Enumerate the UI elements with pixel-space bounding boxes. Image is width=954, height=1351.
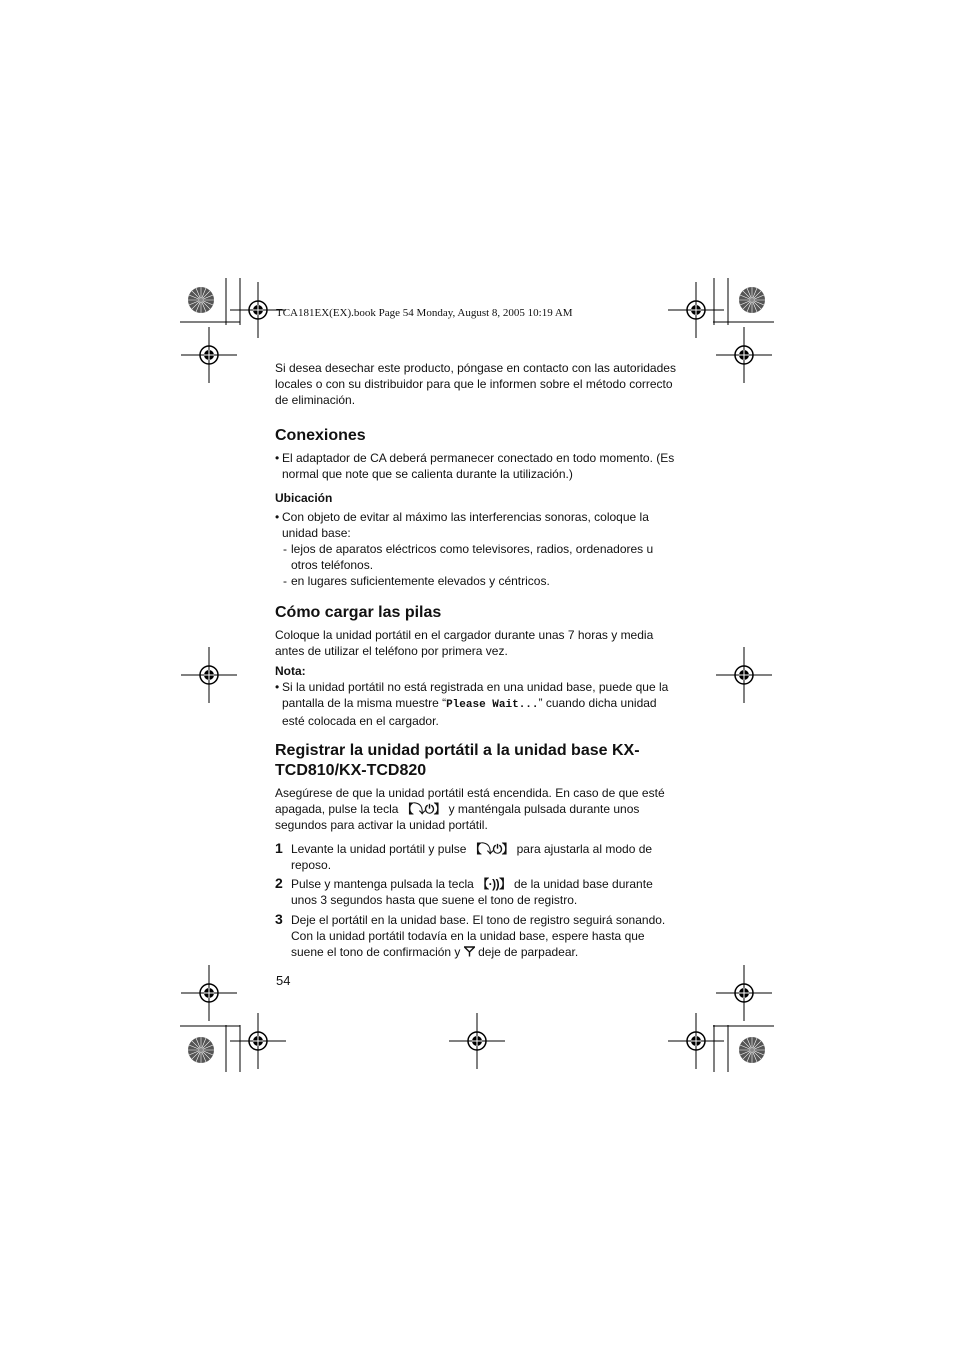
charging-paragraph: Coloque la unidad portátil en el cargador durante unas 7 horas y media antes de utilizar el teléfono por primera vez. (275, 628, 654, 658)
subsection-title-ubicacion: Ubicación (275, 491, 333, 505)
page-number: 54 (276, 973, 291, 988)
nota-text-before: Si la unidad portátil no está registrada en una unidad base, puede que la pantalla de la misma muestre “ (282, 680, 669, 710)
power-key-icon: 【⤵⏻】 (401, 802, 446, 816)
locator-key-icon: 【·))】 (477, 877, 511, 891)
display-message: Please Wait... (446, 699, 539, 711)
list-item: • Con objeto de evitar al máximo las interferencias sonoras, coloque la unidad base: (275, 509, 680, 541)
step-text-after: deje de parpadear. (474, 945, 579, 959)
step-text-before: Pulse y mantenga pulsada la tecla (291, 877, 478, 891)
step-number: 2 (275, 875, 283, 891)
step-text-before: Levante la unidad portátil y pulse (291, 842, 470, 856)
page-content (275, 360, 680, 960)
nota-text-after: ” cuando dicha unidad esté colocada en el cargador. (282, 696, 657, 728)
list-item: - lejos de aparatos eléctricos como televisores, radios, ordenadores u otros teléfonos. (275, 541, 680, 573)
list-item: - en lugares suficientemente elevados y céntricos. (275, 573, 680, 589)
section-title-registrar: Registrar la unidad portátil a la unidad base KX-TCD810/KX-TCD820 (275, 742, 640, 779)
antenna-icon (464, 946, 475, 957)
section-title-conexiones: Conexiones (275, 427, 366, 444)
list-item: • El adaptador de CA deberá permanecer conectado en todo momento. (Es normal que note que se calienta durante la utilización.) (275, 450, 680, 482)
step-1 (275, 841, 680, 873)
power-key-icon: 【⤵⏻】 (469, 842, 514, 856)
file-info-header: TCA181EX(EX).book Page 54 Monday, August 8, 2005 10:19 AM (276, 307, 573, 319)
step-number: 3 (275, 911, 283, 927)
step-text-after: de la unidad base durante unos 3 segundos hasta que suene el tono de registro. (291, 877, 653, 907)
step-number: 1 (275, 840, 283, 856)
nota-label: Nota: (275, 664, 306, 678)
step-3 (275, 912, 680, 960)
register-intro-after: y manténgala pulsada durante unos segundos para activar la unidad portátil. (275, 802, 640, 832)
register-intro-before: Asegúrese de que la unidad portátil está encendida. En caso de que esté apagada, pulse la tecla (275, 786, 665, 816)
step-2 (275, 876, 680, 908)
step-text-before: Deje el portátil en la unidad base. El tono de registro seguirá sonando. Con la unidad portátil todavía en la unidad base, espere hasta que suene el tono de confirmación y (291, 913, 666, 959)
list-item (275, 679, 680, 729)
disposal-paragraph: Si desea desechar este producto, póngase en contacto con las autoridades locales o con su distribuidor para que le informen sobre el método correcto de eliminación. (275, 361, 676, 407)
section-title-cargar: Cómo cargar las pilas (275, 604, 442, 621)
step-text-after: para ajustarla al modo de reposo. (291, 842, 653, 872)
register-intro-paragraph (275, 785, 680, 833)
